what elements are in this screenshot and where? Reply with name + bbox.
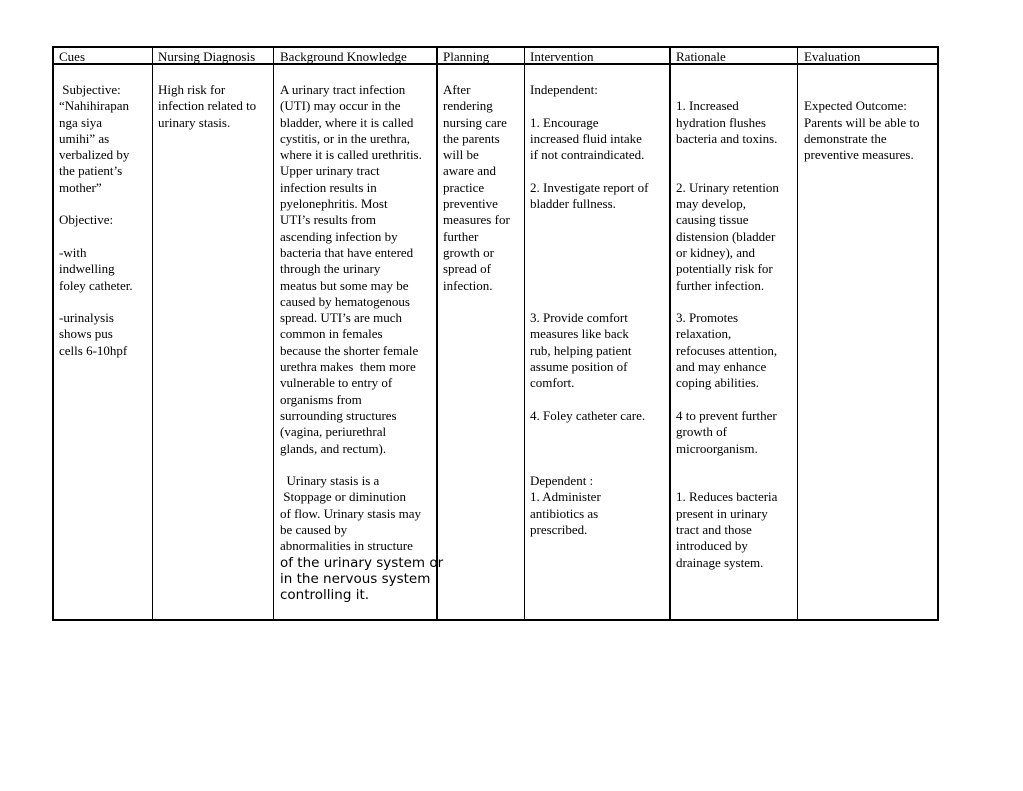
cell-text-line: growth or <box>443 244 494 260</box>
cell-text-line <box>530 261 668 277</box>
cell-text-line <box>676 392 796 408</box>
header-cues: Cues <box>59 49 85 64</box>
cell-text-line: 4. Foley catheter care. <box>530 407 646 423</box>
cell-text-line: urethra makes them more <box>280 359 416 375</box>
cell-text-line: High risk for <box>158 82 226 97</box>
cell-text-line <box>530 294 668 310</box>
background-knowledge-cell <box>280 82 444 604</box>
cell-text-line: Expected Outcome: <box>804 98 907 114</box>
cell-text-line: prescribed. <box>530 522 588 538</box>
cell-text-line: increased fluid intake <box>530 130 642 146</box>
cell-text-line: mother” <box>59 179 102 195</box>
header-background-knowledge: Background Knowledge <box>280 49 407 64</box>
cell-text-line: potentially risk for <box>676 261 773 277</box>
header-planning: Planning <box>443 49 490 64</box>
cell-text-line: Objective: <box>59 212 114 228</box>
cell-text-line: the parents <box>443 130 500 146</box>
cell-text-line: rub, helping patient <box>530 342 632 358</box>
cell-text-line: measures like back <box>530 326 629 342</box>
header-intervention: Intervention <box>530 49 594 64</box>
cell-text-line: surrounding structures <box>280 407 397 423</box>
cell-text-line: bladder fullness. <box>530 196 616 212</box>
column-divider <box>524 48 525 619</box>
cell-text-line: of the urinary system or <box>280 554 444 571</box>
cues-cell <box>59 82 151 359</box>
cell-text-line: of flow. Urinary stasis may <box>280 505 422 521</box>
cell-text-line: hydration flushes <box>676 114 766 130</box>
cell-text-line: indwelling <box>59 261 115 277</box>
cell-text-line <box>530 98 668 114</box>
cell-text-line: Subjective: <box>59 82 121 97</box>
cell-text-line: will be <box>443 147 479 163</box>
cell-text-line <box>530 457 668 473</box>
cell-text-line: Parents will be able to <box>804 114 920 130</box>
column-divider <box>797 48 798 619</box>
header-nursing-diagnosis: Nursing Diagnosis <box>158 49 256 64</box>
cell-text-line: nga siya <box>59 114 102 130</box>
cell-text-line: measures for <box>443 212 510 228</box>
cell-text-line: 4 to prevent further <box>676 407 777 423</box>
cell-text-line: practice <box>443 179 485 195</box>
cell-text-line <box>530 229 668 245</box>
cell-text-line: relaxation, <box>676 326 732 342</box>
cell-text-line: because the shorter female <box>280 342 419 358</box>
cell-text-line <box>804 82 936 98</box>
cell-text-line: the patient’s <box>59 163 123 179</box>
cell-text-line: verbalized by <box>59 147 130 163</box>
cell-text-line <box>676 457 796 473</box>
cell-text-line: caused by hematogenous <box>280 293 410 309</box>
column-divider <box>152 48 153 619</box>
cell-text-line: Upper urinary tract <box>280 163 380 179</box>
cell-text-line: preventive measures. <box>804 147 914 163</box>
cell-text-line: organisms from <box>280 391 362 407</box>
cell-text-line: spread. UTI’s are much <box>280 310 403 326</box>
cell-text-line: be caused by <box>280 522 348 538</box>
cell-text-line: umihi” as <box>59 130 110 146</box>
cell-text-line: “Nahihirapan <box>59 98 130 114</box>
cell-text-line <box>59 196 151 212</box>
cell-text-line: glands, and rectum). <box>280 440 387 456</box>
header-evaluation: Evaluation <box>804 49 861 64</box>
cell-text-line: 2. Urinary retention <box>676 179 779 195</box>
cell-text-line: meatus but some may be <box>280 277 409 293</box>
cell-text-line: 2. Investigate report of <box>530 179 649 195</box>
cell-text-line: demonstrate the <box>804 130 887 146</box>
cell-text-line: rendering <box>443 98 493 114</box>
cell-text-line: aware and <box>443 163 497 179</box>
cell-text-line: shows pus <box>59 326 113 342</box>
cell-text-line: and may enhance <box>676 359 767 375</box>
cell-text-line <box>59 294 151 310</box>
planning-cell <box>443 82 523 294</box>
cell-text-line: After <box>443 82 471 97</box>
cell-text-line: 3. Provide comfort <box>530 310 628 326</box>
cell-text-line: Independent: <box>530 82 598 97</box>
cell-text-line: controlling it. <box>280 587 370 604</box>
column-divider <box>669 48 671 619</box>
cell-text-line: in the nervous system <box>280 570 431 587</box>
cell-text-line: microorganism. <box>676 440 758 456</box>
cell-text-line: coping abilities. <box>676 375 760 391</box>
cell-text-line <box>676 147 796 163</box>
cell-text-line <box>530 212 668 228</box>
cell-text-line: tract and those <box>676 522 752 538</box>
nursing-care-plan-table <box>52 46 939 621</box>
cell-text-line: present in urinary <box>676 505 768 521</box>
cell-text-line: through the urinary <box>280 261 381 277</box>
cell-text-line <box>676 473 796 489</box>
cell-text-line <box>530 163 668 179</box>
rationale-cell <box>676 82 796 571</box>
cell-text-line: -urinalysis <box>59 310 114 326</box>
cell-text-line <box>530 441 668 457</box>
cell-text-line: bacteria and toxins. <box>676 130 778 146</box>
cell-text-line: 3. Promotes <box>676 310 739 326</box>
cell-text-line: comfort. <box>530 375 575 391</box>
cell-text-line: cells 6-10hpf <box>59 342 128 358</box>
cell-text-line: antibiotics as <box>530 505 599 521</box>
evaluation-cell <box>804 82 936 163</box>
cell-text-line: Dependent : <box>530 473 594 489</box>
cell-text-line: 1. Increased <box>676 98 739 114</box>
cell-text-line: 1. Reduces bacteria <box>676 489 778 505</box>
cell-text-line: where it is called urethritis. <box>280 147 422 163</box>
cell-text-line: foley catheter. <box>59 277 133 293</box>
cell-text-line: vulnerable to entry of <box>280 375 393 391</box>
column-divider <box>273 48 274 619</box>
cell-text-line: (vagina, periurethral <box>280 424 387 440</box>
cell-text-line: causing tissue <box>676 212 749 228</box>
cell-text-line: (UTI) may occur in the <box>280 98 401 114</box>
cell-text-line <box>676 294 796 310</box>
cell-text-line: further infection. <box>676 277 765 293</box>
cell-text-line: infection related to <box>158 98 257 114</box>
cell-text-line: or kidney), and <box>676 244 756 260</box>
cell-text-line: bladder, where it is called <box>280 114 414 130</box>
cell-text-line: abnormalities in structure <box>280 538 413 554</box>
cell-text-line: common in females <box>280 326 383 342</box>
cell-text-line: infection results in <box>280 179 377 195</box>
cell-text-line: bacteria that have entered <box>280 244 414 260</box>
cell-text-line: Stoppage or diminution <box>280 489 407 505</box>
cell-text-line: 1. Administer <box>530 489 601 505</box>
cell-text-line: nursing care <box>443 114 507 130</box>
cell-text-line <box>280 457 438 473</box>
cell-text-line <box>530 278 668 294</box>
cell-text-line: Urinary stasis is a <box>280 473 380 489</box>
cell-text-line: -with <box>59 244 87 260</box>
cell-text-line: ascending infection by <box>280 228 398 244</box>
cell-text-line: UTI’s results from <box>280 212 377 228</box>
cell-text-line: infection. <box>443 277 493 293</box>
cell-text-line <box>530 392 668 408</box>
cell-text-line: preventive <box>443 196 498 212</box>
cell-text-line <box>676 82 796 98</box>
cell-text-line: if not contraindicated. <box>530 147 645 163</box>
cell-text-line <box>676 163 796 179</box>
cell-text-line: A urinary tract infection <box>280 82 406 97</box>
cell-text-line: pyelonephritis. Most <box>280 196 388 212</box>
cell-text-line: refocuses attention, <box>676 342 778 358</box>
cell-text-line <box>530 245 668 261</box>
cell-text-line: cystitis, or in the urethra, <box>280 130 410 146</box>
header-rationale: Rationale <box>676 49 726 64</box>
cell-text-line: introduced by <box>676 538 748 554</box>
cell-text-line: growth of <box>676 424 727 440</box>
cell-text-line: drainage system. <box>676 554 764 570</box>
cell-text-line: distension (bladder <box>676 228 776 244</box>
cell-text-line: 1. Encourage <box>530 114 599 130</box>
cell-text-line <box>59 229 151 245</box>
cell-text-line: assume position of <box>530 359 628 375</box>
cell-text-line: urinary stasis. <box>158 114 231 130</box>
cell-text-line: further <box>443 228 479 244</box>
intervention-cell <box>530 82 668 538</box>
cell-text-line: spread of <box>443 261 492 277</box>
cell-text-line <box>530 424 668 440</box>
cell-text-line: may develop, <box>676 196 747 212</box>
nursing-diagnosis-cell <box>158 82 272 131</box>
